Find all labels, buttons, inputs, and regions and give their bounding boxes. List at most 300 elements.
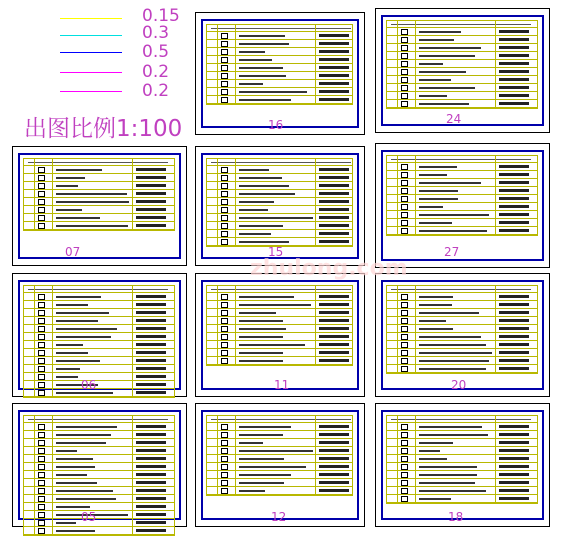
- legend-line-1: [60, 18, 122, 19]
- symbol-icon: [38, 310, 45, 316]
- symbol-icon: [401, 53, 408, 59]
- table-row: [24, 309, 174, 317]
- table-row: [387, 219, 537, 227]
- code-text: [499, 311, 529, 314]
- table-row: [387, 21, 537, 28]
- code-text: [136, 465, 166, 468]
- code-text: [136, 375, 166, 378]
- code-text: [499, 94, 529, 97]
- description-line: [419, 458, 447, 460]
- description-line: [239, 169, 269, 171]
- description-line: [419, 31, 461, 33]
- code-text: [499, 327, 529, 330]
- description-line: [239, 320, 283, 322]
- table-row: [24, 198, 174, 206]
- code-text: [319, 58, 349, 61]
- code-text: [499, 425, 529, 428]
- symbol-icon: [401, 326, 408, 332]
- table-row: [387, 349, 537, 357]
- symbol-icon: [221, 199, 228, 205]
- symbol-icon: [38, 488, 45, 494]
- table-row: [207, 309, 352, 317]
- legend-value-1: 0.15: [142, 6, 180, 26]
- table-row: [387, 44, 537, 52]
- table-row: [207, 455, 352, 463]
- symbol-icon: [38, 350, 45, 356]
- description-line: [419, 328, 453, 330]
- table-row: [207, 166, 352, 174]
- description-line: [419, 230, 487, 232]
- code-text: [136, 327, 166, 330]
- table-divider: [415, 286, 416, 373]
- code-text: [319, 98, 349, 101]
- description-line: [56, 482, 97, 484]
- code-text: [499, 86, 529, 89]
- description-line: [239, 312, 276, 314]
- symbol-icon: [221, 207, 228, 213]
- table-row: [387, 357, 537, 365]
- code-text: [499, 473, 529, 476]
- symbol-icon: [38, 326, 45, 332]
- table-row: [207, 206, 352, 214]
- description-line: [56, 296, 101, 298]
- sheet-07: [12, 146, 187, 266]
- symbol-icon: [38, 496, 45, 502]
- code-text: [136, 176, 166, 179]
- code-text: [499, 465, 529, 468]
- table-row: [387, 439, 537, 447]
- symbol-icon: [401, 37, 408, 43]
- description-line: [239, 328, 286, 330]
- table-row: [24, 503, 174, 511]
- table-row: [24, 447, 174, 455]
- table-row: [24, 389, 174, 397]
- symbol-icon: [38, 167, 45, 173]
- code-text: [136, 224, 166, 227]
- symbol-icon: [38, 318, 45, 324]
- code-text: [136, 303, 166, 306]
- description-line: [419, 214, 489, 216]
- code-text: [319, 208, 349, 211]
- table-row: [24, 166, 174, 174]
- code-text: [319, 319, 349, 322]
- table-row: [207, 317, 352, 325]
- code-text: [499, 54, 529, 57]
- code-text: [136, 481, 166, 484]
- table-row: [207, 80, 352, 88]
- sheet-16: [195, 12, 365, 135]
- code-text: [499, 481, 529, 484]
- table-row: [207, 96, 352, 104]
- sheet-number: 15: [268, 245, 284, 259]
- table-row: [387, 317, 537, 325]
- table-row: [387, 28, 537, 36]
- symbol-icon: [221, 318, 228, 324]
- table-divider: [495, 416, 496, 503]
- description-line: [56, 466, 95, 468]
- sheet-18: [375, 403, 550, 527]
- description-line: [56, 344, 83, 346]
- symbol-icon: [401, 204, 408, 210]
- description-line: [239, 450, 313, 452]
- header-row: [211, 162, 351, 163]
- sheet-number: 27: [444, 245, 460, 259]
- code-text: [319, 359, 349, 362]
- table-row: [387, 431, 537, 439]
- table-row: [207, 32, 352, 40]
- symbol-icon: [38, 424, 45, 430]
- description-line: [56, 201, 129, 203]
- table-row: [207, 325, 352, 333]
- description-line: [239, 91, 307, 93]
- code-text: [319, 481, 349, 484]
- description-line: [419, 182, 481, 184]
- code-text: [319, 441, 349, 444]
- table-row: [387, 423, 537, 431]
- table-row: [24, 325, 174, 333]
- code-text: [499, 229, 529, 232]
- table-row: [24, 471, 174, 479]
- table-row: [24, 479, 174, 487]
- symbol-icon: [401, 464, 408, 470]
- table-row: [207, 423, 352, 431]
- code-text: [319, 449, 349, 452]
- code-text: [136, 168, 166, 171]
- description-line: [239, 193, 295, 195]
- code-text: [319, 433, 349, 436]
- table-row: [207, 447, 352, 455]
- symbol-icon: [401, 101, 408, 107]
- symbol-icon: [221, 448, 228, 454]
- code-text: [499, 319, 529, 322]
- description-line: [239, 59, 272, 61]
- description-line: [239, 67, 283, 69]
- symbol-icon: [221, 424, 228, 430]
- table-row: [387, 84, 537, 92]
- description-line: [56, 522, 76, 524]
- symbol-icon: [38, 207, 45, 213]
- code-text: [136, 497, 166, 500]
- symbol-icon: [401, 228, 408, 234]
- symbol-icon: [38, 504, 45, 510]
- symbol-icon: [38, 183, 45, 189]
- table-divider: [217, 159, 218, 246]
- table-row: [387, 163, 537, 171]
- table-row: [207, 222, 352, 230]
- sheet-number: 07: [65, 245, 81, 259]
- symbol-icon: [401, 212, 408, 218]
- table-row: [387, 76, 537, 84]
- symbol-icon: [38, 374, 45, 380]
- symbol-icon: [38, 302, 45, 308]
- description-line: [239, 241, 289, 243]
- description-line: [419, 87, 475, 89]
- table-row: [387, 463, 537, 471]
- description-line: [419, 198, 458, 200]
- table-row: [24, 423, 174, 431]
- code-text: [499, 62, 529, 65]
- table-row: [387, 286, 537, 293]
- symbol-icon: [401, 69, 408, 75]
- table-row: [24, 455, 174, 463]
- table-row: [387, 195, 537, 203]
- description-line: [419, 304, 452, 306]
- description-line: [56, 225, 128, 227]
- symbol-icon: [38, 223, 45, 229]
- code-text: [499, 359, 529, 362]
- code-text: [319, 232, 349, 235]
- table-row: [207, 301, 352, 309]
- symbol-icon: [401, 220, 408, 226]
- symbol-icon: [401, 440, 408, 446]
- header-row: [211, 28, 351, 29]
- table-divider: [495, 156, 496, 235]
- table-row: [207, 286, 352, 293]
- description-line: [419, 103, 469, 105]
- code-text: [499, 197, 529, 200]
- legend-value-5: 0.2: [142, 81, 170, 101]
- sheet-number: 16: [268, 118, 284, 132]
- table-row: [387, 416, 537, 423]
- table-row: [24, 317, 174, 325]
- table-divider: [235, 159, 236, 246]
- table-row: [387, 100, 537, 108]
- symbol-icon: [401, 294, 408, 300]
- code-text: [136, 367, 166, 370]
- table-row: [24, 206, 174, 214]
- table-row: [24, 519, 174, 527]
- legend-line-3: [60, 52, 122, 53]
- symbol-icon: [401, 302, 408, 308]
- symbol-icon: [401, 424, 408, 430]
- table-row: [387, 455, 537, 463]
- description-line: [419, 360, 489, 362]
- table-row: [24, 333, 174, 341]
- sheet-27: [375, 143, 550, 268]
- code-text: [499, 46, 529, 49]
- symbol-icon: [221, 326, 228, 332]
- table-row: [207, 56, 352, 64]
- code-text: [136, 192, 166, 195]
- header-row: [28, 289, 168, 290]
- symbol-icon: [401, 61, 408, 67]
- code-text: [499, 367, 529, 370]
- header-row: [211, 289, 351, 290]
- code-text: [136, 208, 166, 211]
- table-row: [207, 431, 352, 439]
- sheet-06: [12, 273, 187, 397]
- code-text: [136, 359, 166, 362]
- symbol-icon: [221, 350, 228, 356]
- description-line: [239, 442, 263, 444]
- table-row: [387, 203, 537, 211]
- sheet-15: [195, 146, 365, 266]
- code-text: [136, 433, 166, 436]
- symbol-icon: [221, 294, 228, 300]
- symbol-icon: [401, 188, 408, 194]
- description-line: [56, 169, 102, 171]
- table-row: [387, 341, 537, 349]
- description-line: [56, 209, 82, 211]
- description-line: [56, 426, 117, 428]
- table-row: [387, 333, 537, 341]
- symbol-icon: [38, 448, 45, 454]
- code-text: [319, 34, 349, 37]
- table-divider: [315, 159, 316, 246]
- table-row: [24, 341, 174, 349]
- description-line: [56, 474, 87, 476]
- symbol-icon: [221, 183, 228, 189]
- table-divider: [397, 156, 398, 235]
- table-divider: [315, 286, 316, 365]
- table-row: [24, 159, 174, 166]
- description-line: [239, 217, 313, 219]
- description-line: [239, 490, 265, 492]
- table-row: [207, 72, 352, 80]
- symbol-icon: [38, 472, 45, 478]
- table-row: [207, 341, 352, 349]
- symbol-icon: [38, 191, 45, 197]
- code-text: [499, 343, 529, 346]
- table-divider: [132, 416, 133, 535]
- legend-value-3: 0.5: [142, 42, 170, 62]
- symbol-icon: [38, 215, 45, 221]
- table-row: [207, 293, 352, 301]
- table-row: [387, 301, 537, 309]
- code-text: [136, 473, 166, 476]
- symbol-icon: [221, 231, 228, 237]
- table-row: [387, 487, 537, 495]
- code-text: [499, 221, 529, 224]
- table-row: [24, 182, 174, 190]
- code-text: [319, 457, 349, 460]
- symbol-icon: [221, 488, 228, 494]
- symbol-icon: [38, 512, 45, 518]
- description-line: [419, 368, 486, 370]
- code-text: [499, 189, 529, 192]
- table-row: [207, 48, 352, 56]
- description-line: [56, 392, 113, 394]
- code-text: [136, 383, 166, 386]
- table-row: [24, 293, 174, 301]
- code-text: [499, 173, 529, 176]
- description-line: [239, 75, 286, 77]
- code-text: [319, 425, 349, 428]
- table-row: [207, 439, 352, 447]
- table-row: [207, 182, 352, 190]
- description-line: [239, 209, 268, 211]
- table-divider: [397, 21, 398, 108]
- symbol-icon: [401, 350, 408, 356]
- table-row: [207, 64, 352, 72]
- header-row: [391, 159, 531, 160]
- symbol-icon: [221, 49, 228, 55]
- table-row: [24, 286, 174, 293]
- table-divider: [397, 286, 398, 373]
- symbol-icon: [221, 97, 228, 103]
- symbol-icon: [221, 215, 228, 221]
- legend-line-5: [60, 91, 122, 92]
- symbol-icon: [221, 33, 228, 39]
- description-line: [56, 312, 109, 314]
- symbol-icon: [401, 480, 408, 486]
- code-text: [136, 351, 166, 354]
- description-line: [419, 466, 477, 468]
- description-line: [239, 225, 283, 227]
- code-text: [136, 513, 166, 516]
- code-text: [499, 70, 529, 73]
- table-row: [387, 36, 537, 44]
- code-text: [499, 489, 529, 492]
- sheet-number: 06: [81, 378, 97, 392]
- description-line: [56, 320, 98, 322]
- symbol-icon: [38, 390, 45, 396]
- table-row: [387, 52, 537, 60]
- sheet-number: 24: [446, 112, 462, 126]
- scale-label: 出图比例1:100: [24, 116, 183, 142]
- symbol-icon: [221, 334, 228, 340]
- table-divider: [52, 416, 53, 535]
- sheet-number: 05: [81, 510, 97, 524]
- symbol-icon: [38, 480, 45, 486]
- table-row: [24, 511, 174, 519]
- table-row: [24, 301, 174, 309]
- description-line: [419, 222, 452, 224]
- description-line: [239, 336, 283, 338]
- code-text: [319, 224, 349, 227]
- symbol-icon: [38, 358, 45, 364]
- code-text: [136, 319, 166, 322]
- code-text: [136, 335, 166, 338]
- symbol-icon: [401, 77, 408, 83]
- code-text: [136, 441, 166, 444]
- header-row: [391, 289, 531, 290]
- code-text: [319, 303, 349, 306]
- table-row: [207, 230, 352, 238]
- symbol-icon: [401, 342, 408, 348]
- table-divider: [415, 21, 416, 108]
- code-text: [319, 200, 349, 203]
- symbol-icon: [221, 342, 228, 348]
- code-text: [499, 102, 529, 105]
- description-line: [419, 482, 475, 484]
- description-line: [419, 312, 479, 314]
- table-row: [24, 365, 174, 373]
- symbol-icon: [401, 366, 408, 372]
- code-text: [136, 200, 166, 203]
- header-row: [28, 419, 168, 420]
- symbol-icon: [221, 456, 228, 462]
- symbol-icon: [38, 382, 45, 388]
- description-line: [239, 43, 289, 45]
- sheet-number: 11: [274, 378, 290, 392]
- table-row: [24, 487, 174, 495]
- description-line: [56, 368, 80, 370]
- description-line: [419, 55, 475, 57]
- description-line: [56, 498, 116, 500]
- code-text: [319, 240, 349, 243]
- header-row: [28, 162, 168, 163]
- code-text: [499, 457, 529, 460]
- description-line: [419, 39, 454, 41]
- description-line: [419, 498, 451, 500]
- description-line: [56, 177, 85, 179]
- table-divider: [235, 286, 236, 365]
- code-text: [319, 50, 349, 53]
- symbol-icon: [38, 440, 45, 446]
- description-line: [419, 336, 481, 338]
- code-text: [319, 176, 349, 179]
